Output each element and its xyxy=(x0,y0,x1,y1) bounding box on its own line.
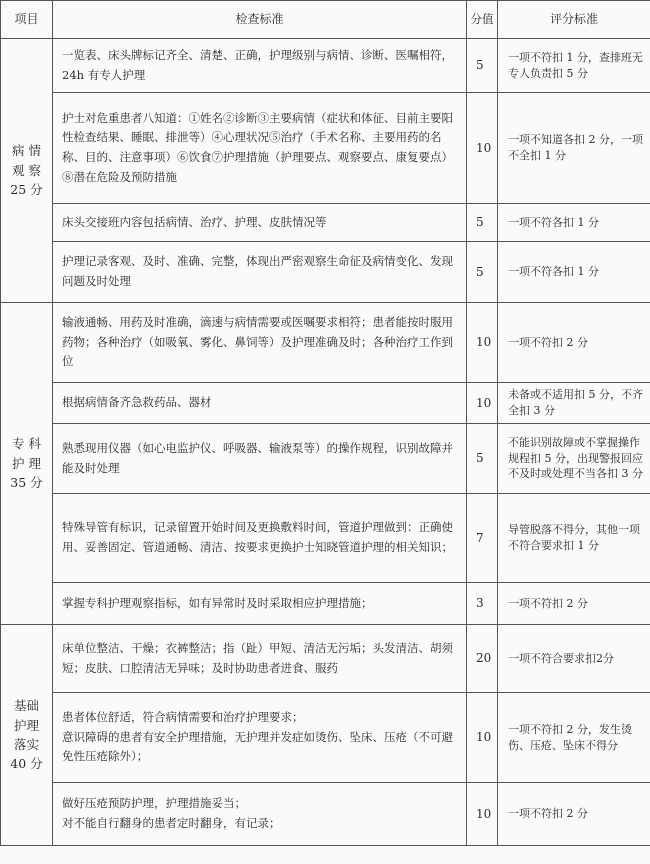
criteria-cell: 一项不符各扣 1 分 xyxy=(498,242,650,303)
table-row xyxy=(1,242,650,303)
criteria-cell: 未备或不适用扣 5 分，不齐全扣 3 分 xyxy=(498,383,650,424)
section-label: 基础 护理 落实 40 分 xyxy=(1,625,53,846)
header-standard: 检查标准 xyxy=(53,1,467,39)
table-row xyxy=(1,693,650,783)
table-row xyxy=(1,494,650,583)
score-cell: 7 xyxy=(467,494,498,583)
score-cell: 10 xyxy=(467,383,498,424)
criteria-cell: 一项不符扣 1 分，查排班无专人负责扣 5 分 xyxy=(498,39,650,93)
standard-cell: 床头交接班内容包括病情、治疗、护理、皮肤情况等 xyxy=(53,204,467,242)
section-label: 专 科 护 理 35 分 xyxy=(1,303,53,625)
criteria-cell: 一项不符扣 2 分，发生烫伤、压疮、坠床不得分 xyxy=(498,693,650,783)
header-criteria: 评分标准 xyxy=(498,1,650,39)
standard-cell: 熟悉现用仪器（如心电监护仪、呼吸器、输液泵等）的操作规程，识别故障并能及时处理 xyxy=(53,424,467,494)
criteria-cell: 一项不符扣 2 分 xyxy=(498,783,650,846)
score-cell: 5 xyxy=(467,39,498,93)
table-row xyxy=(1,39,650,93)
table-row xyxy=(1,204,650,242)
header-item: 项目 xyxy=(1,1,53,39)
score-cell: 5 xyxy=(467,242,498,303)
criteria-cell: 一项不符合要求扣2分 xyxy=(498,625,650,693)
standard-cell: 床单位整洁、干燥；衣裤整洁；指（趾）甲短、清洁无污垢；头发清洁、胡须短；皮肤、口腔清洁无异味；及时协助患者进食、服药 xyxy=(53,625,467,693)
standard-cell: 根据病情备齐急救药品、器材 xyxy=(53,383,467,424)
criteria-cell: 一项不符扣 2 分 xyxy=(498,583,650,625)
header-score: 分值 xyxy=(467,1,498,39)
standard-cell: 一览表、床头牌标记齐全、清楚、正确，护理级别与病情、诊断、医嘱相符，24h 有专人护理 xyxy=(53,39,467,93)
score-cell: 10 xyxy=(467,783,498,846)
standard-cell: 特殊导管有标识，记录留置开始时间及更换敷料时间，管道护理做到：正确使用、妥善固定、管道通畅、清洁、按要求更换护士知晓管道护理的相关知识； xyxy=(53,494,467,583)
score-cell: 5 xyxy=(467,424,498,494)
table-row xyxy=(1,625,650,693)
table-row xyxy=(1,303,650,383)
score-cell: 3 xyxy=(467,583,498,625)
criteria-cell: 一项不符各扣 1 分 xyxy=(498,204,650,242)
standard-cell: 输液通畅、用药及时准确，滴速与病情需要或医嘱要求相符；患者能按时服用药物；各种治疗（如吸氧、雾化、鼻饲等）及护理准确及时；各种治疗工作到位 xyxy=(53,303,467,383)
table-row xyxy=(1,424,650,494)
table-row xyxy=(1,783,650,846)
score-cell: 5 xyxy=(467,204,498,242)
score-cell: 10 xyxy=(467,693,498,783)
score-cell: 20 xyxy=(467,625,498,693)
header-row xyxy=(1,1,650,39)
section-label: 病 情 观 察 25 分 xyxy=(1,39,53,303)
standard-cell: 掌握专科护理观察指标，如有异常时及时采取相应护理措施； xyxy=(53,583,467,625)
table-row xyxy=(1,383,650,424)
criteria-cell: 导管脱落不得分，其他一项不符合要求扣 1 分 xyxy=(498,494,650,583)
score-cell: 10 xyxy=(467,303,498,383)
standard-cell: 患者体位舒适，符合病情需要和治疗护理要求； 意识障碍的患者有安全护理措施，无护理并发症如烫伤、坠床、压疮（不可避免性压疮除外）； xyxy=(53,693,467,783)
standard-cell: 护士对危重患者八知道：①姓名②诊断③主要病情（症状和体征、目前主要阳性检查结果、睡眠、排泄等）④心理状况⑤治疗（手术名称、主要用药的名称、目的、注意事项）⑥饮食⑦护理措施（护理要点、观察要点、康复要点）⑧潜在危险及预防措施 xyxy=(53,93,467,204)
table-row xyxy=(1,583,650,625)
standard-cell: 护理记录客观、及时、准确、完整，体现出严密观察生命征及病情变化、发现问题及时处理 xyxy=(53,242,467,303)
criteria-cell: 一项不符扣 2 分 xyxy=(498,303,650,383)
criteria-cell: 不能识别故障或不掌握操作规程扣 5 分，出现警报回应不及时或处理不当各扣 3 分 xyxy=(498,424,650,494)
standard-cell: 做好压疮预防护理，护理措施妥当； 对不能自行翻身的患者定时翻身，有记录； xyxy=(53,783,467,846)
table-row xyxy=(1,93,650,204)
criteria-cell: 一项不知道各扣 2 分，一项不全扣 1 分 xyxy=(498,93,650,204)
score-cell: 10 xyxy=(467,93,498,204)
